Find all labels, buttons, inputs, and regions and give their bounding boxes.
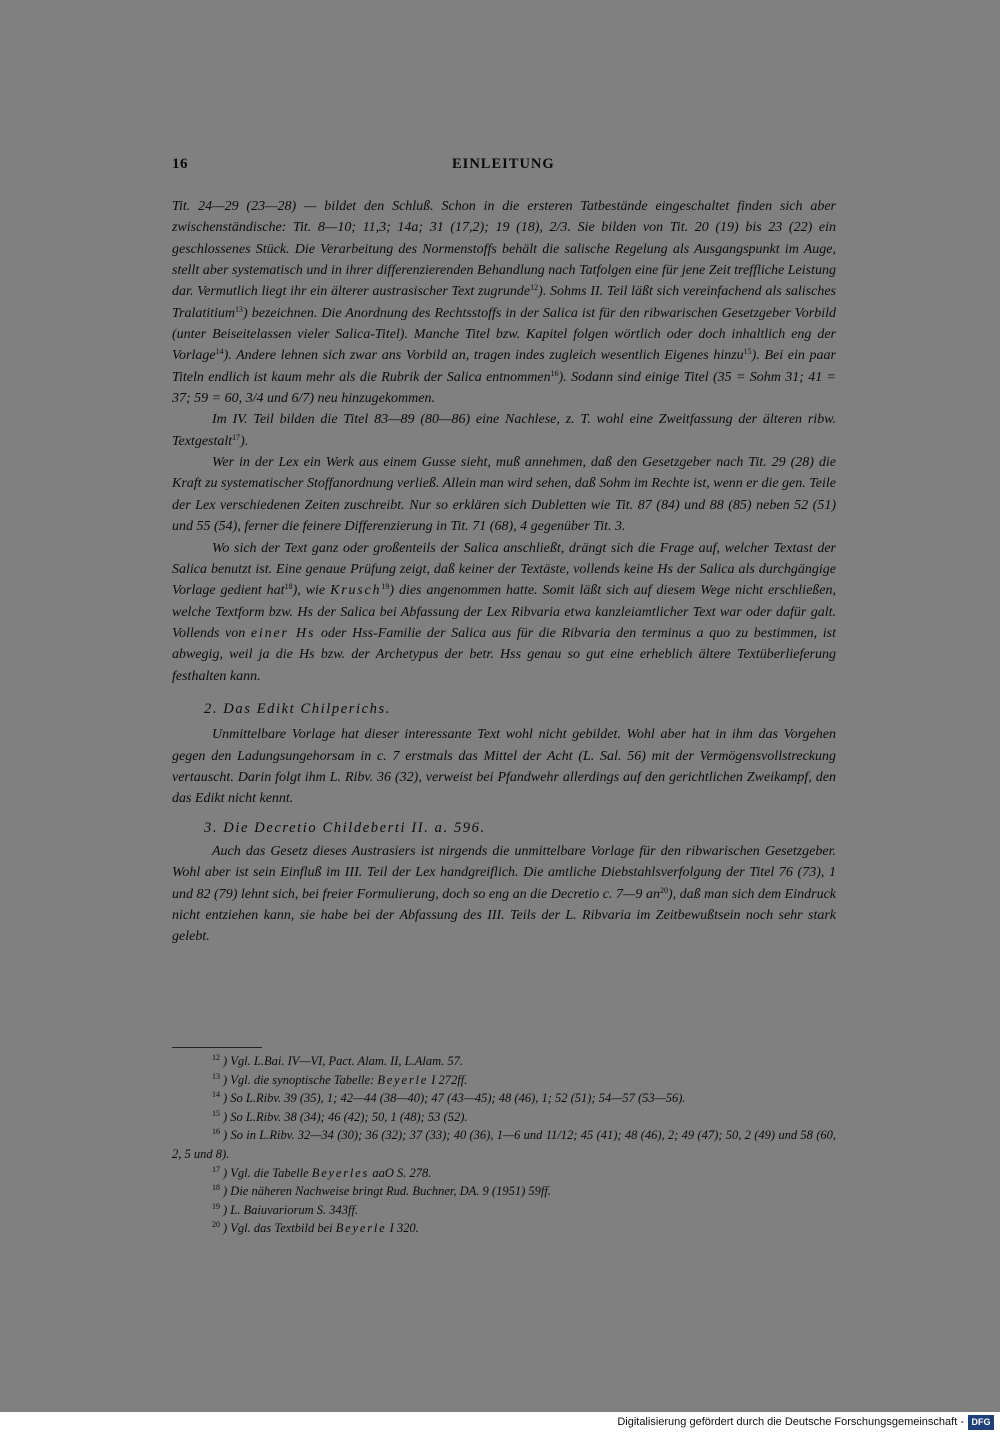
text-run: Tit. 24—29 (23—28) — bildet den Schluß. Schon in die ersteren Tatbestände eingeschaltet finden sich aber zwischenständische: Tit. 8—10; 11,3; 14a; 31 (17,2); 19 (18), 2/3. Sie bilden von Tit. 20 (19) bis 23 (22) ein geschlossenes Stück. Die Verarbeitung des Normenstoffs behält die salische Regelung als Ausgangspunkt im Auge, stellt aber systematisch und in ihrer differenzierenden Behandlung nach Tatfolgen eine für jene Zeit treffliche Leistung dar. Vermutlich liegt ihr ein älterer austrasischer Text zugrunde <box>172 199 836 300</box>
text-run: ). Bei ein paar Titeln endlich ist kaum mehr als die Rubrik der Salica entnommen <box>172 348 837 385</box>
paragraph <box>172 196 836 409</box>
footnote <box>172 1108 836 1127</box>
footnote-text: ) Vgl. die Tabelle <box>223 1165 312 1180</box>
footnote-number: 18 <box>212 1183 220 1193</box>
footnote-ref: 20 <box>659 885 668 895</box>
footnote <box>172 1089 836 1108</box>
footnote-number: 16 <box>212 1127 220 1137</box>
footnote-number: 20 <box>212 1220 220 1230</box>
footnote <box>172 1164 836 1183</box>
footnote-text: I 320. <box>386 1221 419 1236</box>
footnote-number: 19 <box>212 1201 220 1211</box>
text-run: ), wie <box>292 583 331 599</box>
footnote-text: ) Vgl. L.Bai. IV—VI, Pact. Alam. II, L.Alam. 57. <box>223 1054 464 1068</box>
footnote <box>172 1219 836 1238</box>
footnote-text: ) Vgl. das Textbild bei <box>223 1221 336 1236</box>
footnote-number: 14 <box>212 1090 220 1100</box>
text-run: ). Andere lehnen sich zwar ans Vorbild an, tragen indes zugleich wesentlich Eigenes hinzu <box>223 348 744 364</box>
footnote-ref: 15 <box>743 347 752 357</box>
text-run: ). <box>240 433 249 449</box>
text-run: ). Sodann sind einige Titel (35 = Sohm 31; 41 = 37; 59 = 60, 3/4 und 6/7) neu hinzugekommen. <box>172 369 837 407</box>
footnote-divider <box>172 1047 262 1048</box>
footnote-ref: 16 <box>550 368 559 378</box>
footnotes <box>172 1052 836 1238</box>
footnote <box>172 1052 836 1071</box>
funding-credit-bar <box>0 1412 1000 1434</box>
section-heading: 3. Die Decretio Childeberti II. a. 596. <box>204 819 486 836</box>
footnote-text: ) Die näheren Nachweise bringt Rud. Buchner, DA. 9 (1951) 59ff. <box>223 1184 551 1199</box>
paragraph <box>172 538 836 687</box>
dfg-logo: DFG <box>968 1415 994 1430</box>
text-run: ) bezeichnen. Die Anordnung des Rechtsstoffs in der Salica ist für den ribwarischen Gesetzgeber Vorbild (unter Beiseitelassen vieler Salica-Titel). Manche Titel bzw. Kapitel folgen wörtlich oder doch inhaltlich eng der Vorlage <box>172 305 836 364</box>
text-run: oder Hss-Familie der Salica aus für die Ribvaria den terminus a quo zu bestimmen, ist abwegig, weil ja die Hs bzw. der Archetypus der betr. Hss genau so gut eine erheblich ältere Textüberlieferung festhalten kann. <box>172 625 836 684</box>
footnote <box>172 1182 836 1201</box>
footnote-ref: 13 <box>235 304 244 314</box>
footnote-number: 15 <box>212 1108 220 1118</box>
footnote <box>172 1071 836 1090</box>
text-run: Im IV. Teil bilden die Titel 83—89 (80—86) eine Nachlese, z. T. wohl eine Zweitfassung der älteren ribw. Textgestalt <box>172 412 836 449</box>
author-name: Beyerle <box>377 1072 429 1087</box>
footnote-text: ) L. Baiuvariorum S. 343ff. <box>223 1202 359 1217</box>
paragraph: Wer in der Lex ein Werk aus einem Gusse sieht, muß annehmen, daß den Gesetzgeber nach Tit. 29 (28) die Kraft zu systematischer Stoffanordnung verließ. Allein man wird sehen, daß Sohm im Rechte ist, wenn er die gen. Teile der Lex verschiedenen Zeiten zuschreibt. Nur so erklären sich Dubletten wie Tit. 87 (84) und 88 (85) neben 52 (51) und 55 (54), ferner die feinere Differenzierung in Tit. 71 (68), 4 gegenüber Tit. 3. <box>172 455 836 535</box>
footnote-text: ) So in L.Ribv. 32—34 (30); 36 (32); 37 (33); 40 (36), 1—6 und 11/12; 45 (41); 48 (46), 2; 49 (47); 50, 2 (49) und 58 (60, 2, 5 und 8). <box>172 1128 836 1161</box>
running-head: EINLEITUNG <box>452 156 555 172</box>
main-text <box>172 196 836 948</box>
footnote-number: 17 <box>212 1164 220 1174</box>
footnote-ref: 14 <box>215 347 224 357</box>
page-number: 16 <box>172 156 188 172</box>
funding-credit-text: Digitalisierung gefördert durch die Deutsche Forschungsgemeinschaft - <box>617 1416 964 1428</box>
text-run: Wo sich der Text ganz oder großenteils der Salica anschließt, drängt sich die Frage auf, welcher Textast der Salica benutzt ist. Eine genaue Prüfung zeigt, daß keiner der Textäste, vollends keine Hs der Salica als durchgängige Vorlage gedient hat <box>172 540 836 599</box>
author-name: Krusch <box>330 583 382 599</box>
paragraph <box>172 841 836 948</box>
author-name: Beyerles <box>311 1165 370 1180</box>
footnote-ref: 18 <box>284 582 293 592</box>
footnote <box>172 1201 836 1220</box>
text-run: ). Sohms II. Teil läßt sich vereinfachend als salisches Tralatitium <box>172 284 836 321</box>
footnote-text: ) Vgl. die synoptische Tabelle: <box>223 1072 378 1087</box>
footnote-number: 12 <box>212 1053 220 1062</box>
footnote <box>172 1126 836 1163</box>
text-run: ) dies angenommen hatte. Somit läßt sich auf diesem Wege nicht erschließen, welche Textform bzw. Hs der Salica bei Abfassung der Lex Ribvaria etwa kanzleiamtlicher Text war oder dafür galt. Vollends von <box>172 583 836 641</box>
paragraph <box>172 409 836 452</box>
text-run: ), daß man sich dem Eindruck nicht entziehen kann, sie habe bei der Abfassung des III. Teils der L. Ribvaria im Zeitbewußtsein noch sehr stark gelebt. <box>172 886 836 945</box>
footnote-text: ) So L.Ribv. 39 (35), 1; 42—44 (38—40); 47 (43—45); 48 (46), 1; 52 (51); 54—57 (53—56). <box>223 1091 686 1106</box>
footnote-number: 13 <box>212 1071 220 1081</box>
footnote-text: ) So L.Ribv. 38 (34); 46 (42); 50, 1 (48); 53 (52). <box>223 1109 468 1124</box>
section-heading: 2. Das Edikt Chilperichs. <box>204 700 392 717</box>
footnote-ref: 12 <box>530 283 539 293</box>
page-header <box>172 156 836 178</box>
footnote-ref: 19 <box>381 582 390 592</box>
text-run: Auch das Gesetz dieses Austrasiers ist nirgends die unmittelbare Vorlage für den ribwarischen Gesetzgeber. Wohl aber ist sein Einfluß im III. Teil der Lex handgreiflich. Die amtliche Diebstahlsverfolgung der Titel 76 (73), 1 und 82 (79) lehnt sich, bei freier Formulierung, doch so eng an die Decretio c. 7—9 an <box>172 843 836 902</box>
footnote-text: aaO S. 278. <box>369 1165 432 1180</box>
author-name: Beyerle <box>335 1221 387 1236</box>
footnote-text: I 272ff. <box>428 1072 468 1087</box>
emphasis: einer Hs <box>250 625 316 641</box>
footnote-ref: 17 <box>232 432 241 442</box>
paragraph: Unmittelbare Vorlage hat dieser interessante Text wohl nicht gebildet. Wohl aber hat in ihm das Vorgehen gegen den Ladungsungehorsam in c. 7 erstmals das Mittel der Acht (L. Sal. 56) mit der Vermögensvollstreckung vertauscht. Darin folgt ihm L. Ribv. 36 (32), verweist bei Pfandwehr allerdings auf den gerichtlichen Zweikampf, den das Edikt nicht kennt. <box>172 727 836 807</box>
